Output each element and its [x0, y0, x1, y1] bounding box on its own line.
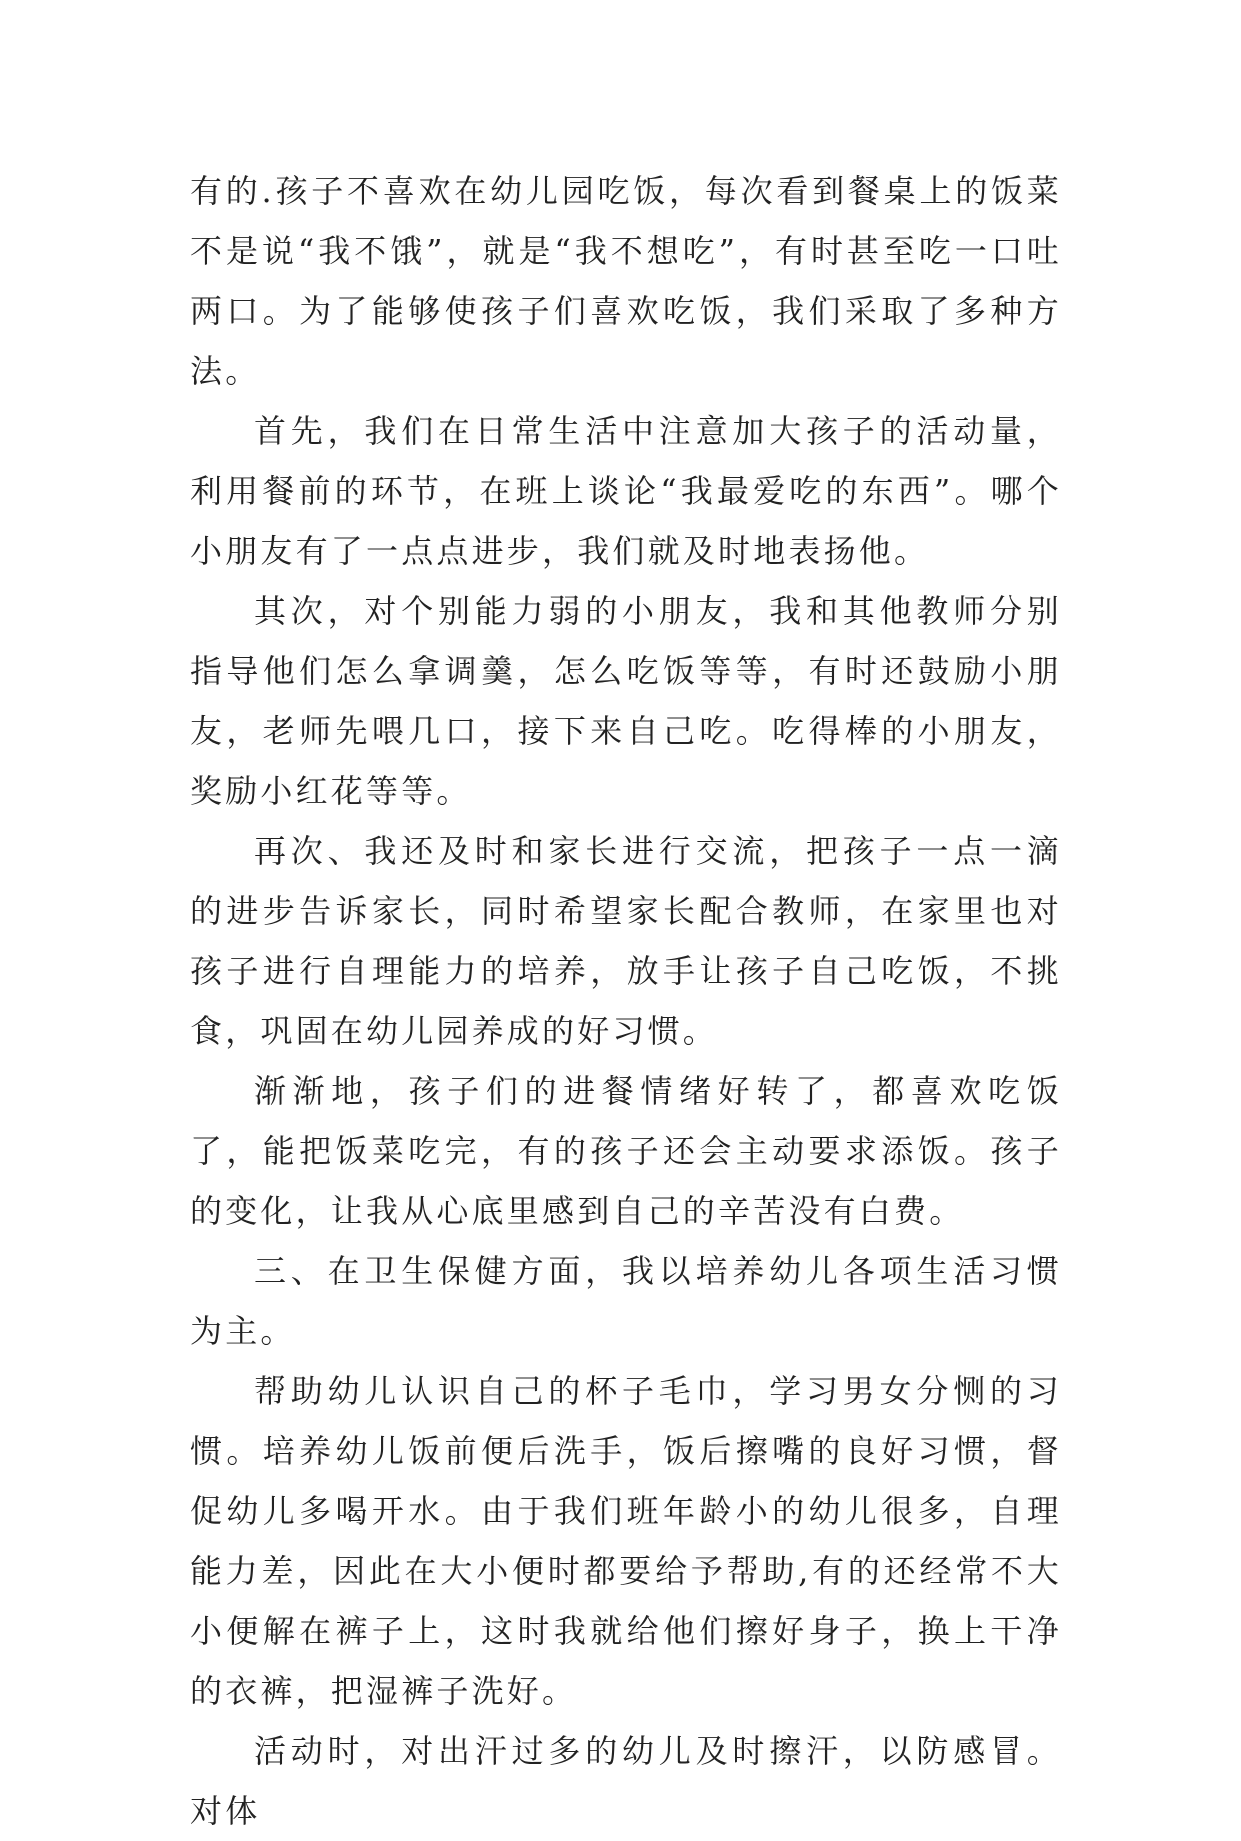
- section-heading-hygiene: 三、在卫生保健方面，我以培养幼儿各项生活习惯为主。: [190, 1252, 1062, 1350]
- paragraph-result: 渐渐地，孩子们的进餐情绪好转了，都喜欢吃饭了，能把饭菜吃完，有的孩子还会主动要求添饭。孩子的变化，让我从心底里感到自己的辛苦没有白费。: [190, 1072, 1062, 1230]
- document-body: [190, 161, 1062, 1841]
- paragraph-continuation: 有的.孩子不喜欢在幼儿园吃饭，每次看到餐桌上的饭菜不是说“我不饿”，就是“我不想吃”，有时甚至吃一口吐两口。为了能够使孩子们喜欢吃饭，我们采取了多种方法。: [190, 172, 1062, 390]
- paragraph-third-method: 再次、我还及时和家长进行交流，把孩子一点一滴的进步告诉家长，同时希望家长配合教师，在家里也对孩子进行自理能力的培养，放手让孩子自己吃饭，不挑食，巩固在幼儿园养成的好习惯。: [190, 832, 1062, 1050]
- paragraph-hygiene-habits: 帮助幼儿认识自己的杯子毛巾，学习男女分恻的习惯。培养幼儿饭前便后洗手，饭后擦嘴的良好习惯，督促幼儿多喝开水。由于我们班年龄小的幼儿很多，自理能力差，因此在大小便时都要给予帮助,有的还经常不大小便解在裤子上，这时我就给他们擦好身子，换上干净的衣裤，把湿裤子洗好。: [190, 1372, 1062, 1710]
- paragraph-activity: 活动时，对出汗过多的幼儿及时擦汗，以防感冒。对体: [190, 1732, 1062, 1830]
- paragraph-first-method: 首先，我们在日常生活中注意加大孩子的活动量，利用餐前的环节，在班上谈论“我最爱吃的东西”。哪个小朋友有了一点点进步，我们就及时地表扬他。: [190, 412, 1062, 570]
- paragraph-second-method: 其次，对个别能力弱的小朋友，我和其他教师分别指导他们怎么拿调羹，怎么吃饭等等，有时还鼓励小朋友，老师先喂几口，接下来自己吃。吃得棒的小朋友，奖励小红花等等。: [190, 592, 1062, 810]
